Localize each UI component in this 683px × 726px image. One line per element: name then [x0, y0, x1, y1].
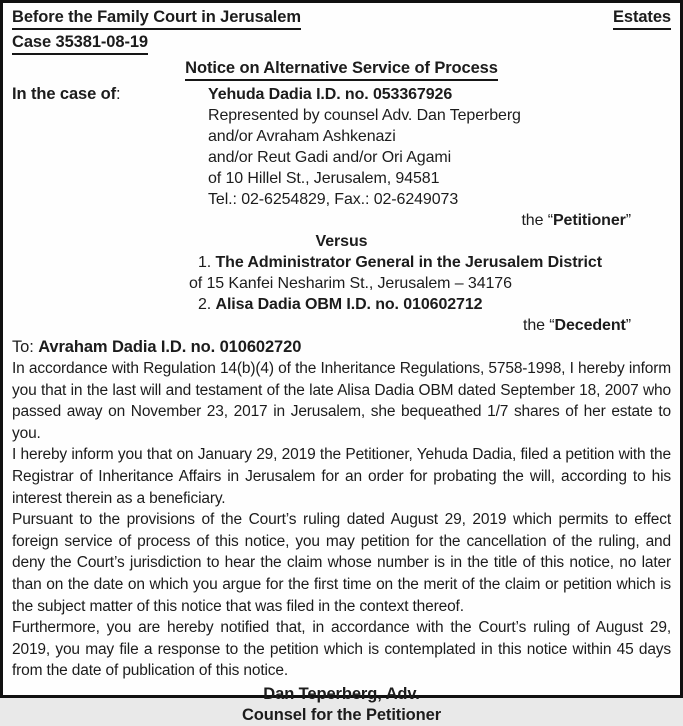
parties-section	[12, 84, 671, 336]
category-label: Estates	[613, 7, 671, 30]
respondent-2-number: 2.	[198, 296, 216, 313]
addressee-prefix: To:	[12, 338, 39, 356]
body-paragraph: In accordance with Regulation 14(b)(4) of the Inheritance Regulations, 5758-1998, I hereby inform you that in the last will and testament of the late Alisa Dadia OBM dated September 18, 2007 who passed away on November 23, 2017 in Jerusalem, she bequeathed 1/7 shares of her estate to you.	[12, 360, 671, 442]
respondent-1-name: The Administrator General in the Jerusalem District	[215, 254, 602, 271]
decedent-designation	[12, 315, 671, 336]
designation-prefix: the “	[523, 317, 555, 334]
signature-name: Dan Teperberg, Adv.	[263, 684, 420, 703]
addressee-name: Avraham Dadia I.D. no. 010602720	[38, 338, 302, 356]
in-the-case-of-colon: :	[116, 85, 121, 103]
notice-title-row	[12, 58, 671, 81]
respondent-1	[198, 252, 671, 273]
versus-label: Versus	[315, 233, 368, 250]
in-the-case-of-text: In the case of	[12, 85, 117, 103]
designation-suffix: ”	[625, 317, 631, 334]
petitioner-term: Petitioner	[552, 212, 626, 229]
designation-prefix: the “	[521, 212, 553, 229]
petitioner-detail-line: and/or Avraham Ashkenazi	[208, 128, 396, 145]
header-row	[12, 7, 671, 30]
signature-block	[12, 684, 671, 726]
body-paragraph: Pursuant to the provisions of the Court’s ruling dated August 29, 2019 which permits to effect foreign service of process of this notice, you may petition for the cancellation of the ruling, and deny the Court’s jurisdiction to hear the claim whose number is in the title of this notice, no later than on the date on which you argue for the first time on the merit of the claim or petition which is the subject matter of this notice that was filed in the context thereof.	[12, 511, 671, 615]
decedent-term: Decedent	[554, 317, 626, 334]
petitioner-detail-line: Tel.: 02-6254829, Fax.: 02-6249073	[208, 191, 459, 208]
notice-title: Notice on Alternative Service of Process	[185, 58, 498, 81]
petitioner-name: Yehuda Dadia I.D. no. 053367926	[208, 86, 453, 103]
in-the-case-of-label	[12, 84, 121, 105]
respondent-1-address: of 15 Kanfei Nesharim St., Jerusalem – 34176	[189, 275, 512, 292]
designation-suffix: ”	[625, 212, 631, 229]
respondent-1-number: 1.	[198, 254, 216, 271]
body-paragraph: I hereby inform you that on January 29, 2019 the Petitioner, Yehuda Dadia, filed a petition with the Registrar of Inheritance Affairs in Jerusalem for an order for probating the will, according to his interest therein as a beneficiary.	[12, 446, 671, 507]
petitioner-designation	[12, 210, 671, 231]
petitioner-detail-line: and/or Reut Gadi and/or Ori Agami	[208, 149, 452, 166]
petitioner-detail-line: Represented by counsel Adv. Dan Teperberg	[208, 107, 521, 124]
court-name: Before the Family Court in Jerusalem	[12, 7, 301, 30]
respondent-2	[198, 294, 671, 315]
body-paragraph: Furthermore, you are hereby notified that, in accordance with the Court’s ruling of August 29, 2019, you may file a response to the petition which is contemplated in this notice within 45 days from the date of publication of this notice.	[12, 619, 671, 680]
petitioner-detail-line: of 10 Hillel St., Jerusalem, 94581	[208, 170, 440, 187]
respondent-2-name: Alisa Dadia OBM I.D. no. 010602712	[215, 296, 483, 313]
addressee-line	[12, 336, 671, 358]
signature-role: Counsel for the Petitioner	[241, 705, 442, 724]
case-number: Case 35381-08-19	[12, 32, 148, 55]
